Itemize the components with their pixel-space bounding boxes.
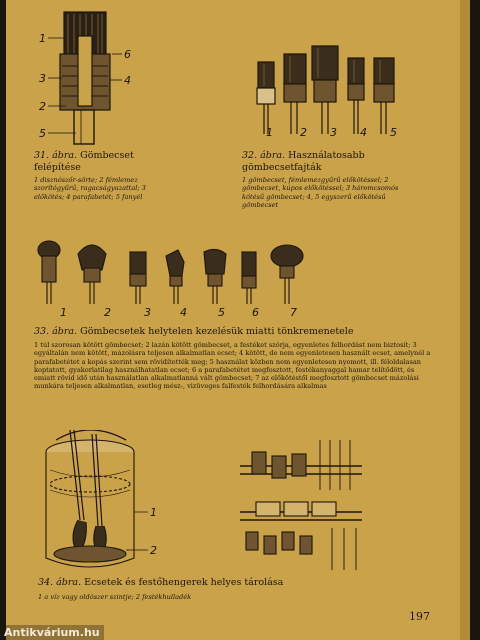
fig31-label-4: 4: [124, 74, 131, 87]
lower-rollers: [246, 532, 312, 554]
fig34-label-2: 2: [150, 544, 157, 557]
figure-34-rack-drawing: [232, 432, 372, 572]
damaged-brush-4: [166, 250, 184, 304]
figure-33-title: [34, 326, 434, 338]
figure-31-number: 31. ábra.: [34, 150, 78, 161]
rack-drawers: [256, 502, 336, 516]
fig33-label-1: 1: [60, 306, 67, 318]
fig32-label-3: 3: [330, 126, 337, 139]
figure-32-title-text: Használatosabb gömbecsetfajták: [242, 150, 365, 173]
fig34-label-1: 1: [150, 506, 157, 519]
figure-31-drawing: [26, 6, 146, 146]
figure-32-number: 32. ábra.: [242, 150, 286, 161]
brush-type-2: [284, 54, 306, 134]
damaged-brush-5: [204, 249, 226, 304]
figure-32-legend: 1 gömbecset, fémlemezgyűrű előkötéssel; 2 gömbecset, kúpos előkötéssel; 3 háromcsomós kötésű gömbecset; 4, 5 egyszerű előkötésű gömbecset: [242, 176, 399, 209]
brush-type-3: [312, 46, 338, 134]
figure-34-legend: 1 a víz vagy oldószer szintje; 2 festékhulladék: [38, 593, 192, 601]
figure-32-drawing: [244, 40, 404, 140]
figure-33-title-text: Gömbecsetek helytelen kezelésük miatti tönkremenetele: [80, 326, 354, 337]
fig33-label-5: 5: [218, 306, 225, 318]
figure-32-title: [242, 150, 414, 174]
fig32-label-2: 2: [300, 126, 307, 139]
storage-bucket: [46, 430, 134, 567]
round-brush-cross-section: [60, 12, 110, 144]
brush-type-5: [374, 58, 394, 134]
fig33-label-7: 7: [290, 306, 297, 318]
damaged-brush-2: [78, 245, 106, 304]
brush-type-4: [348, 58, 364, 134]
brush-type-1: [257, 62, 275, 134]
hanging-rollers: [252, 452, 306, 478]
fig32-label-4: 4: [360, 126, 367, 139]
fig31-label-6: 6: [124, 48, 131, 61]
fig31-label-3: 3: [39, 72, 46, 85]
figure-31-legend: 1 disznószőr-sörte; 2 fémlemez szorítógyűrű, ragacságyazattal; 3 előkötés; 4 parafabetét; 5 fanyél: [34, 176, 146, 201]
figure-34-title-text: Ecsetek és festőhengerek helyes tárolása: [84, 577, 284, 588]
page-edge: [460, 0, 470, 640]
figure-34-title: [38, 577, 418, 589]
figure-34-bucket-drawing: [30, 430, 170, 578]
fig32-label-5: 5: [390, 126, 397, 139]
damaged-brushes: [38, 241, 303, 304]
damaged-brush-6: [242, 252, 256, 304]
roller-storage-rack: [240, 440, 362, 570]
fig33-label-3: 3: [144, 306, 151, 318]
figure-34-number: 34. ábra.: [38, 577, 82, 588]
figure-31-title: [34, 150, 164, 174]
figure-33-legend: 1 túl szorosan kötött gömbecset; 2 lazán kötött gömbecset, a festéket szórja, egyenletes felhordást nem biztosít; 3 egyáltalán nem kötött, mázolásra teljesen alkalmatlan ecset; 4 kötött, de nem egyenletesen használt ecset, amelynél a parafabetétet a kopás szerint sem rövidítették meg; 5 használat közben nem egyenletesen nyomott, ill. féloldalasan koptatott, gyakorlatilag használhatatlan ecset; 6 a parafabetétet megfosztott, festékanyaggal hamar telítődött, és emiatt rövid idő után használatlan alkalmatlanná vált gömbecset; 7 az előkötéstől megfosztott gömbecset mázolási munkára teljesen alkalmatlan, esetleg mész-, vizüveges falfesték felhordására alkalmas: [34, 341, 431, 391]
fig32-label-1: 1: [266, 126, 273, 139]
fig31-label-2: 2: [39, 100, 46, 113]
fig31-label-1: 1: [39, 32, 46, 45]
figure-33-number: 33. ábra.: [34, 326, 78, 337]
page-number: 197: [409, 610, 430, 623]
book-page: [6, 0, 470, 640]
fig33-label-4: 4: [180, 306, 187, 318]
fig31-label-5: 5: [39, 127, 46, 140]
figure-31-title-text: Gömbecset felépítése: [34, 150, 134, 173]
figure-33-drawing: [34, 238, 314, 318]
damaged-brush-1: [38, 241, 60, 304]
damaged-brush-7: [271, 245, 303, 304]
fig33-label-6: 6: [252, 306, 259, 318]
watermark-logo: Antikvárium.hu: [0, 625, 104, 640]
damaged-brush-3: [130, 252, 146, 304]
round-brush-types: [257, 46, 394, 134]
fig33-label-2: 2: [104, 306, 111, 318]
